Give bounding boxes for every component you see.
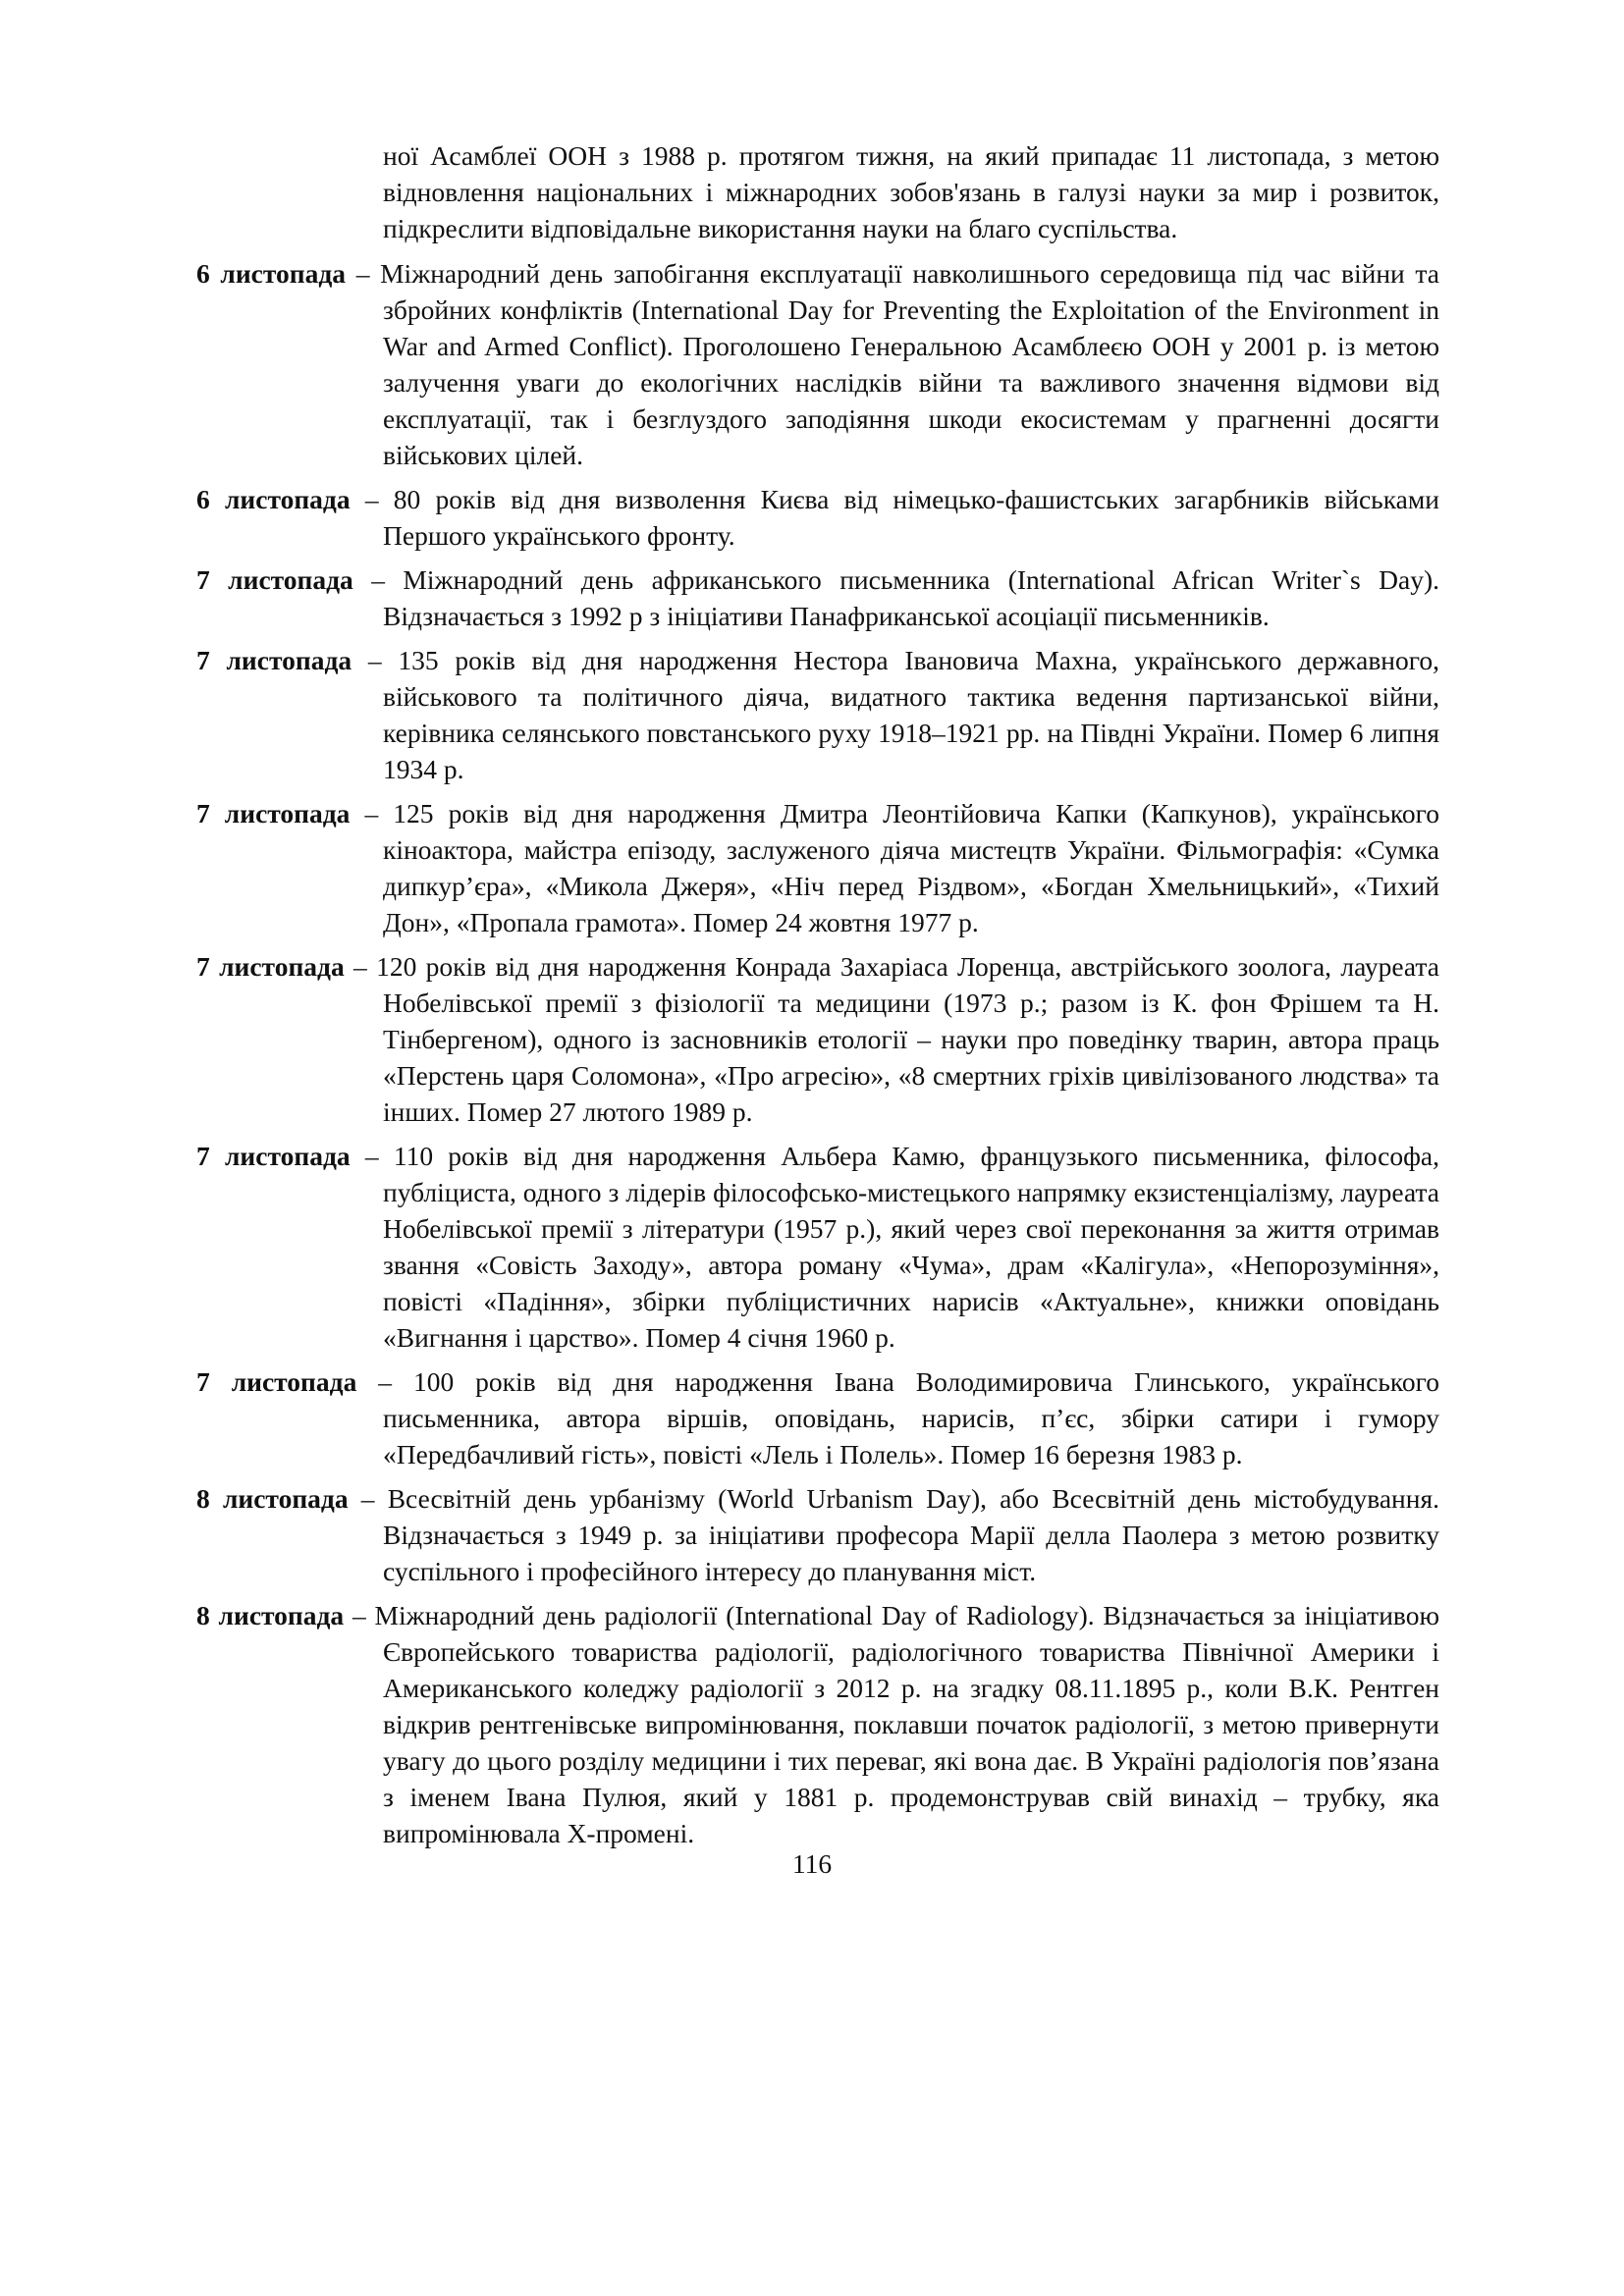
entry-date: 6 листопада [196, 484, 351, 514]
calendar-entry [196, 1363, 1439, 1472]
calendar-entry [196, 1597, 1439, 1851]
entry-date: 7 листопада [196, 564, 353, 595]
entry-date: 7 листопада [196, 798, 351, 828]
entry-text: – 80 років від дня визволення Києва від німецько-фашистських загарбників військами Першого українського фронту. [350, 484, 1439, 551]
calendar-entry [196, 1480, 1439, 1589]
calendar-entries [196, 255, 1439, 1859]
entry-date: 8 листопада [196, 1600, 345, 1630]
entry-text: – 120 років від дня народження Конрада Захаріаса Лоренца, австрійського зоолога, лауреата Нобелівської премії з фізіології та медицини (1973 р.; разом із К. фон Фрішем та Н. Тінбергеном), одного із засновників етології – науки про поведінку тварин, автора праць «Перстень царя Соломона», «Про агресію», «8 смертних гріхів цивілізованого людства» та інших. Помер 27 лютого 1989 р. [344, 951, 1439, 1127]
continuation-paragraph: ної Асамблеї ООН з 1988 р. протягом тижня, на який припадає 11 листопада, з метою відновлення національних і міжнародних зобов'язань в галузі науки за мир і розвиток, підкреслити відповідальне використання науки на благо суспільства. [383, 140, 1439, 243]
calendar-entry [196, 561, 1439, 634]
entry-text: – Міжнародний день африканського письменника (International African Writer`s Day). Відзначається з 1992 р з ініціативи Панафриканської асоціації письменників. [352, 564, 1439, 631]
entry-text: – 100 років від дня народження Івана Володимировича Глинського, українського письменника, автора віршів, оповідань, нарисів, п’єс, збірки сатири і гумору «Передбачливий гість», повісті «Лель і Полель». Помер 16 березня 1983 р. [356, 1366, 1439, 1469]
calendar-entry [196, 481, 1439, 554]
entry-text: – Міжнародний день радіології (International Day of Radiology). Відзначається за ініціативою Європейського товариства радіології, радіологічного товариства Північної Америки і Американського коледжу радіології з 2012 р. на згадку 08.11.1895 р., коли В.К. Рентген відкрив рентгенівське випромінювання, поклавши початок радіології, з метою привернути увагу до цього розділу медицини і тих переваг, які вона дає. В Україні радіологія пов’язана з іменем Івана Пулюя, який у 1881 р. продемонстрував свій винахід – трубку, яка випромінювала Х-промені. [344, 1600, 1439, 1848]
entry-text: – Всесвітній день урбанізму (World Urbanism Day), або Всесвітній день містобудування. Відзначається з 1949 р. за ініціативи професора Марії делла Паолера з метою розвитку суспільного і професійного інтересу до планування міст. [348, 1483, 1439, 1586]
calendar-entry [196, 795, 1439, 940]
entry-text: – 110 років від дня народження Альбера Камю, французького письменника, філософа, публіциста, одного з лідерів філософсько-мистецького напрямку екзистенціалізму, лауреата Нобелівської премії з літератури (1957 р.), який через свої переконання за життя отримав звання «Совість Заходу», автора роману «Чума», драм «Калігула», «Непорозуміння», повісті «Падіння», збірки публіцистичних нарисів «Актуальне», книжки оповідань «Вигнання і царство». Помер 4 січня 1960 р. [350, 1141, 1439, 1353]
calendar-entry [196, 1138, 1439, 1356]
entry-date: 8 листопада [196, 1483, 349, 1514]
calendar-entry [196, 255, 1439, 473]
calendar-entry [196, 642, 1439, 787]
entry-text: – 125 років від дня народження Дмитра Леонтійовича Капки (Капкунов), українського кіноактора, майстра епізоду, заслуженого діяча мистецтв України. Фільмографія: «Сумка дипкур’єра», «Микола Джеря», «Ніч перед Різдвом», «Богдан Хмельницький», «Тихий Дон», «Пропала грамота». Помер 24 жовтня 1977 р. [350, 798, 1439, 937]
entry-date: 7 листопада [196, 1141, 351, 1171]
entry-text: – 135 років від дня народження Нестора Івановича Махна, українського державного, військового та політичного діяча, видатного тактика ведення партизанської війни, керівника селянського повстанського руху 1918–1921 рр. на Півдні України. Помер 6 липня 1934 р. [352, 645, 1439, 784]
calendar-entry [196, 948, 1439, 1130]
entry-text: – Міжнародний день запобігання експлуатації навколишнього середовища під час війни та збройних конфліктів (International Day for Preventing the Exploitation of the Environment in War and Armed Conflict). Проголошено Генеральною Асамблеєю ООН у 2001 р. із метою залучення уваги до екологічних наслідків війни та важливого значення відмови від експлуатації, так і безглуздого заподіяння шкоди екосистемам у прагненні досягти військових цілей. [346, 258, 1439, 470]
page-number: 116 [791, 1848, 833, 1879]
entry-date: 7 листопада [196, 645, 352, 675]
entry-date: 6 листопада [196, 258, 347, 289]
entry-date: 7 листопада [196, 951, 345, 982]
entry-date: 7 листопада [196, 1366, 357, 1397]
